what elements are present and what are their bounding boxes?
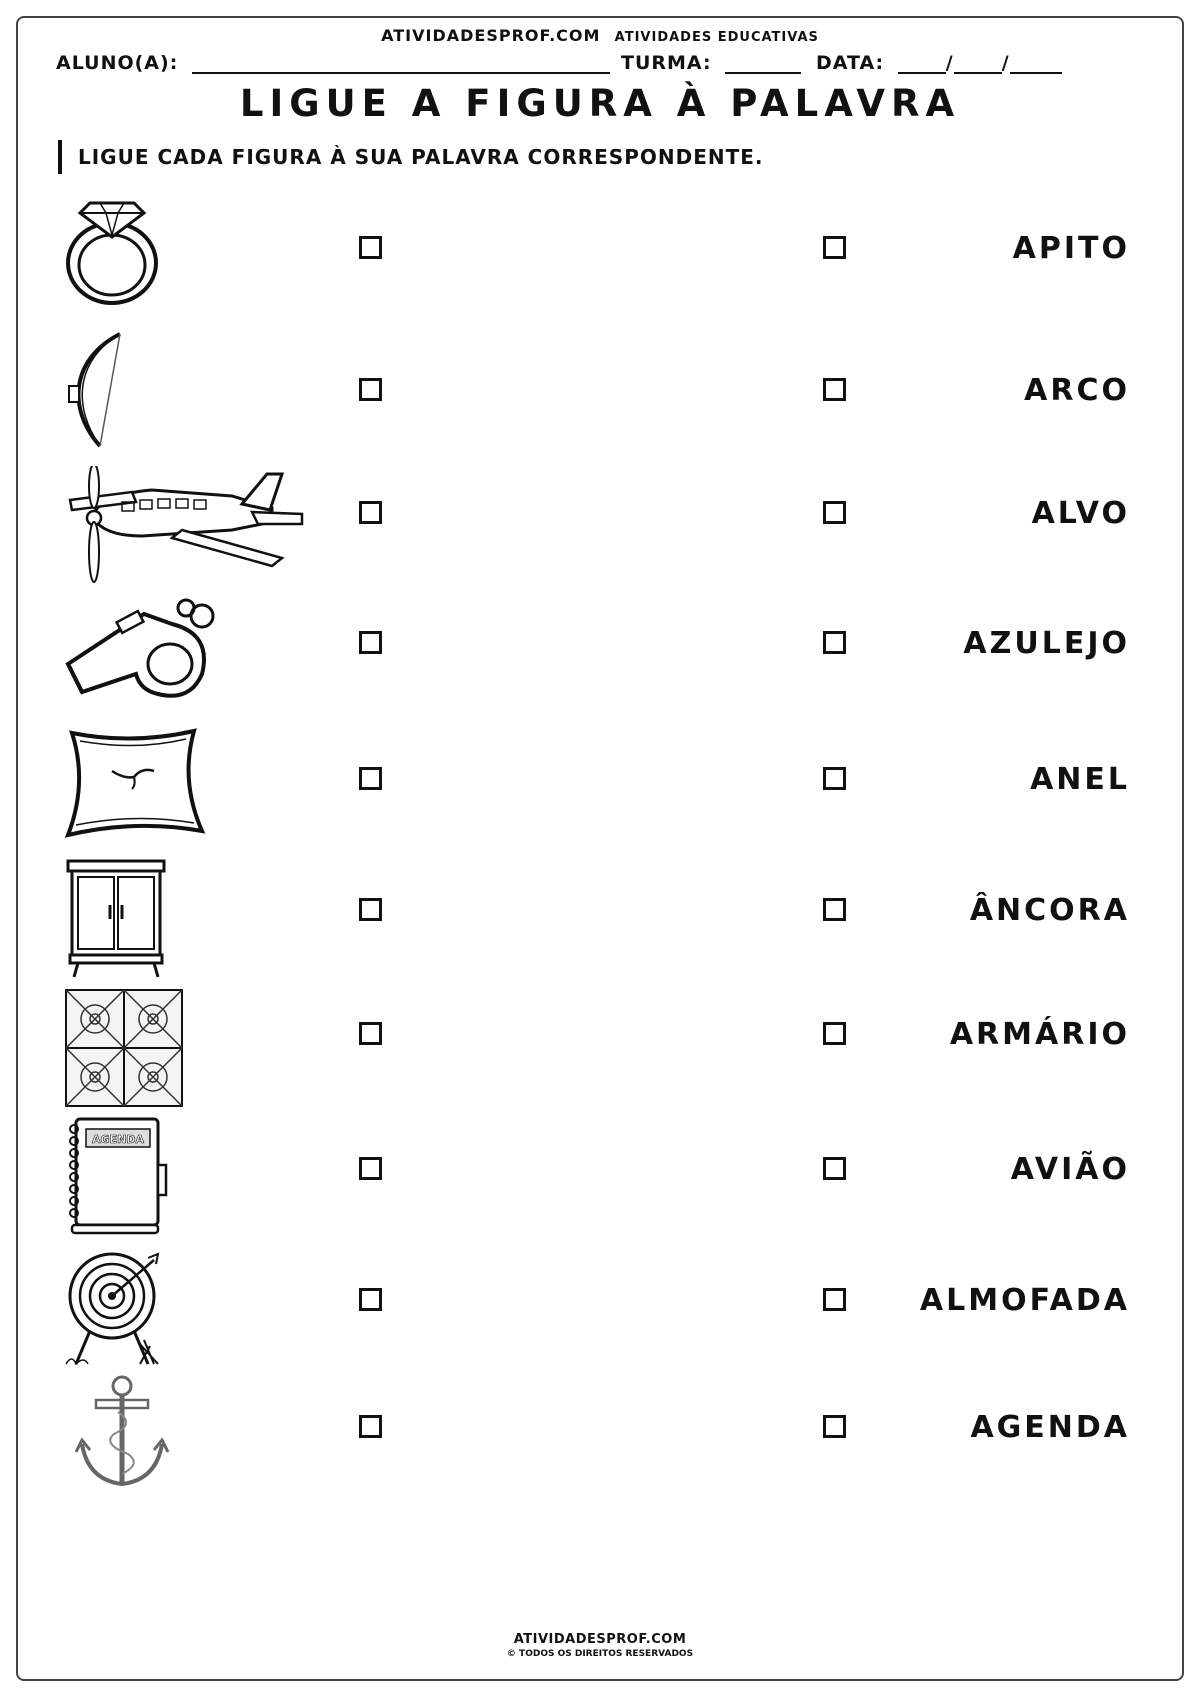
site-header xyxy=(0,26,1200,45)
date-label: DATA: xyxy=(816,52,885,74)
date-year-line[interactable] xyxy=(1010,52,1062,74)
match-row xyxy=(0,466,1200,596)
worksheet-title: LIGUE A FIGURA À PALAVRA xyxy=(239,82,961,125)
word-checkbox[interactable] xyxy=(823,501,846,524)
date-separator: / xyxy=(945,52,954,74)
class-field xyxy=(621,52,801,74)
word-checkbox[interactable] xyxy=(823,631,846,654)
picture-checkbox[interactable] xyxy=(359,1288,382,1311)
word-label: ALMOFADA xyxy=(919,1283,1130,1318)
student-fields xyxy=(56,52,1146,78)
word-label: APITO xyxy=(1012,231,1130,266)
site-name: ATIVIDADESPROF.COM xyxy=(381,26,601,45)
match-row xyxy=(0,594,1200,724)
airplane-icon xyxy=(62,466,312,590)
agenda-icon xyxy=(62,1115,312,1239)
anchor-icon xyxy=(62,1372,312,1496)
target-icon xyxy=(62,1246,312,1370)
date-day-line[interactable] xyxy=(898,52,946,74)
cabinet-icon xyxy=(62,857,312,981)
picture-checkbox[interactable] xyxy=(359,236,382,259)
ring-icon xyxy=(62,185,312,309)
match-row xyxy=(0,727,1200,857)
match-row xyxy=(0,857,1200,987)
date-separator: / xyxy=(1001,52,1010,74)
match-row xyxy=(0,328,1200,458)
word-checkbox[interactable] xyxy=(823,1288,846,1311)
picture-checkbox[interactable] xyxy=(359,501,382,524)
class-label: TURMA: xyxy=(621,52,712,74)
word-checkbox[interactable] xyxy=(823,236,846,259)
student-field xyxy=(56,52,610,74)
match-row xyxy=(0,1115,1200,1245)
match-row xyxy=(0,1246,1200,1376)
picture-checkbox[interactable] xyxy=(359,378,382,401)
word-label: ALVO xyxy=(1031,496,1130,531)
picture-checkbox[interactable] xyxy=(359,631,382,654)
picture-checkbox[interactable] xyxy=(359,1022,382,1045)
match-row xyxy=(0,185,1200,315)
match-row xyxy=(0,986,1200,1116)
date-field xyxy=(816,52,1062,74)
word-checkbox[interactable] xyxy=(823,1415,846,1438)
tile-icon xyxy=(62,986,312,1110)
date-month-line[interactable] xyxy=(954,52,1002,74)
site-subtitle: ATIVIDADES EDUCATIVAS xyxy=(614,30,819,45)
word-label: ARCO xyxy=(1024,373,1130,408)
whistle-icon xyxy=(62,594,312,718)
student-name-line[interactable] xyxy=(192,52,610,74)
word-label: ANEL xyxy=(1030,762,1130,797)
word-checkbox[interactable] xyxy=(823,1022,846,1045)
word-label: AGENDA xyxy=(970,1410,1130,1445)
word-checkbox[interactable] xyxy=(823,1157,846,1180)
picture-checkbox[interactable] xyxy=(359,1415,382,1438)
picture-checkbox[interactable] xyxy=(359,1157,382,1180)
word-checkbox[interactable] xyxy=(823,898,846,921)
class-line[interactable] xyxy=(725,52,801,74)
footer-site: ATIVIDADESPROF.COM xyxy=(513,1632,687,1647)
student-label: ALUNO(A): xyxy=(56,52,179,74)
footer xyxy=(0,1632,1200,1659)
word-checkbox[interactable] xyxy=(823,767,846,790)
instruction-text: LIGUE CADA FIGURA À SUA PALAVRA CORRESPONDENTE. xyxy=(58,140,764,174)
word-label: ÂNCORA xyxy=(969,893,1130,928)
bow-icon xyxy=(62,328,312,452)
footer-copyright: © TODOS OS DIREITOS RESERVADOS xyxy=(506,1649,694,1659)
word-label: AZULEJO xyxy=(963,626,1130,661)
word-label: ARMÁRIO xyxy=(949,1017,1130,1052)
picture-checkbox[interactable] xyxy=(359,898,382,921)
word-checkbox[interactable] xyxy=(823,378,846,401)
agenda-cover-label: AGENDA xyxy=(92,1133,144,1146)
picture-checkbox[interactable] xyxy=(359,767,382,790)
match-row xyxy=(0,1372,1200,1502)
word-label: AVIÃO xyxy=(1010,1152,1130,1187)
pillow-icon xyxy=(62,727,312,851)
